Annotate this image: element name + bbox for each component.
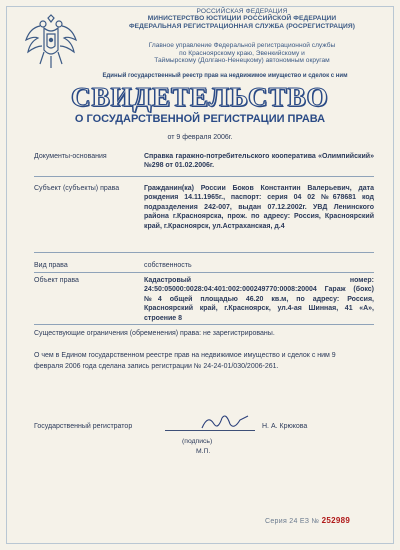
subject-label: Субъект (субъекты) права (34, 185, 120, 192)
divider (34, 324, 374, 325)
divider (34, 272, 374, 273)
handwritten-signature-icon (200, 410, 250, 432)
header-block (92, 8, 392, 30)
subject-value: Гражданин(ка) России Боков Константин Валерьевич, дата рождения 14.11.1965г., паспорт: серия 04 02 №678681 код подразделения 242-007, выдан 07.12.2002г. УВД Ленинского района г.Красноярска, прож. по адресу: Россия, Красноярский край, г.Красноярск, ул.Астраханская, д.4 (144, 185, 374, 230)
agency-block (92, 42, 392, 65)
registrar-name: Н. А. Крюкова (262, 423, 308, 430)
divider (34, 176, 374, 177)
agency-line-2: по Красноярскому краю, Эвенкийскому и (179, 49, 305, 57)
right-label: Вид права (34, 262, 68, 269)
object-label: Объект права (34, 277, 79, 284)
serial-prefix: Серия 24 ЕЗ № (265, 518, 320, 525)
double-headed-eagle-emblem-icon (20, 12, 82, 74)
serial-number: 252989 (321, 516, 351, 525)
certificate-subtitle: О ГОСУДАРСТВЕННОЙ РЕГИСТРАЦИИ ПРАВА (74, 113, 326, 125)
object-value: Кадастровый номер: 24:50:05000:0028:04:401:002:000249770:0008:20004 Гараж (бокс) №4 общей площадью 46.20 кв.м, по адресу: Россия, Красноярский край, г.Красноярск, ул.4-ая Шинная, 41 «А», строение 8 (144, 277, 374, 322)
serial-block (265, 516, 350, 525)
stamp-label: М.П. (196, 448, 211, 455)
divider (34, 252, 374, 253)
right-value: собственность (144, 262, 192, 269)
header-line-2: МИНИСТЕРСТВО ЮСТИЦИИ РОССИЙСКОЙ ФЕДЕРАЦИИ (147, 15, 337, 23)
registrar-label: Государственный регистратор (34, 423, 133, 430)
agency-line-1: Главное управление Федеральной регистрационной службы (148, 42, 336, 49)
signature-label: (подпись) (182, 438, 213, 445)
basis-value: Справка гаражно-потребительского кооператива «Олимпийский» №298 от 01.02.2006г. (144, 153, 374, 170)
header-line-1: РОССИЙСКАЯ ФЕДЕРАЦИЯ (196, 8, 288, 15)
restrictions-text: Существующие ограничения (обременения) права: не зарегистрированы. (34, 330, 275, 337)
agency-line-3: Таймырскому (Долгано-Ненецкому) автономным округам (154, 57, 330, 65)
issue-date: от 9 февраля 2006г. (167, 134, 233, 141)
header-line-3: ФЕДЕРАЛЬНАЯ РЕГИСТРАЦИОННАЯ СЛУЖБА (РОСРЕГИСТРАЦИЯ) (128, 22, 356, 30)
certificate-title: СВИДЕТЕЛЬСТВО (71, 82, 329, 112)
registry-entry-text: О чем в Едином государственном реестре прав на недвижимое имущество и сделок с ним 9 февраля 2006 года сделана запись регистрации № 24-24-01/030/2006-261. (34, 352, 336, 370)
registry-line: Единый государственный реестр прав на недвижимое имущество и сделок с ним (102, 73, 348, 79)
basis-label: Документы-основания (34, 153, 107, 160)
